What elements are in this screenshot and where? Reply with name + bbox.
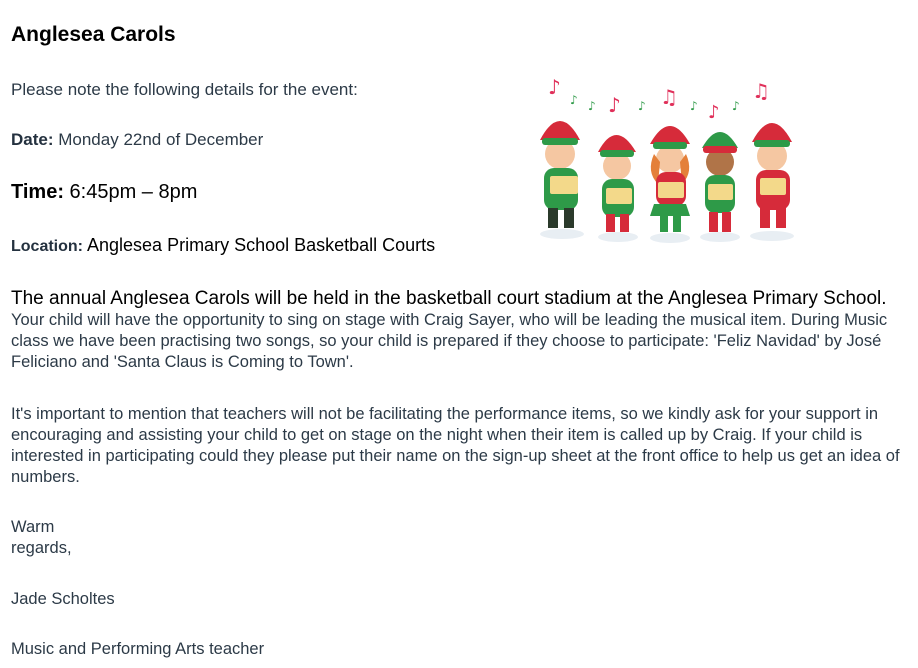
signature-role: Music and Performing Arts teacher <box>11 640 265 658</box>
svg-text:♪: ♪ <box>548 75 561 99</box>
location-label: Location: <box>11 238 83 255</box>
time-label: Time: <box>11 181 64 203</box>
date-value: Monday 22nd of December <box>53 130 264 149</box>
event-description <box>11 288 911 373</box>
date-label: Date: <box>11 130 54 149</box>
location-detail <box>11 235 435 256</box>
event-description-rest: Your child will have the opportunity to sing on stage with Craig Sayer, who will be leading the musical item. During Music class we have been practising two songs, so your child is prepared if they choose to participate: 'Feliz Navidad' by José Feliciano and 'Santa Claus is Coming to Town'. <box>11 311 888 371</box>
svg-text:♪: ♪ <box>708 102 720 123</box>
participation-note: It's important to mention that teachers will not be facilitating the performance items, so we kindly ask for your support in encouraging and assisting your child to get on stage on the night when their item is called up by Craig. If your child is interested in participating could they please put their name on the sign-up sheet at the front office to help us get an idea of numbers. <box>11 405 900 486</box>
event-description-lead: The annual Anglesea Carols will be held in the basketball court stadium at the Anglesea Primary School. <box>11 288 887 309</box>
svg-text:♪: ♪ <box>732 99 740 113</box>
location-value: Anglesea Primary School Basketball Courts <box>83 235 436 255</box>
signature-name: Jade Scholtes <box>11 590 115 608</box>
svg-text:♪: ♪ <box>588 99 596 113</box>
elf-figure <box>598 135 638 242</box>
elf-figure <box>540 121 584 239</box>
intro-text: Please note the following details for the event: <box>11 80 358 99</box>
elf-figure <box>650 126 690 243</box>
svg-text:♪: ♪ <box>608 93 621 117</box>
svg-text:♫: ♫ <box>752 79 770 103</box>
time-value: 6:45pm – 8pm <box>63 181 198 203</box>
singing-elves-illustration <box>520 62 820 252</box>
svg-text:♪: ♪ <box>690 99 698 113</box>
time-detail <box>11 181 197 204</box>
sign-off: Warm regards, <box>11 518 72 557</box>
svg-text:♫: ♫ <box>660 85 678 109</box>
svg-text:♪: ♪ <box>570 93 578 107</box>
elf-figure <box>700 132 740 242</box>
date-detail <box>11 130 263 150</box>
page-title: Anglesea Carols <box>11 23 176 46</box>
svg-text:♪: ♪ <box>638 99 646 113</box>
elf-figure <box>750 123 794 241</box>
